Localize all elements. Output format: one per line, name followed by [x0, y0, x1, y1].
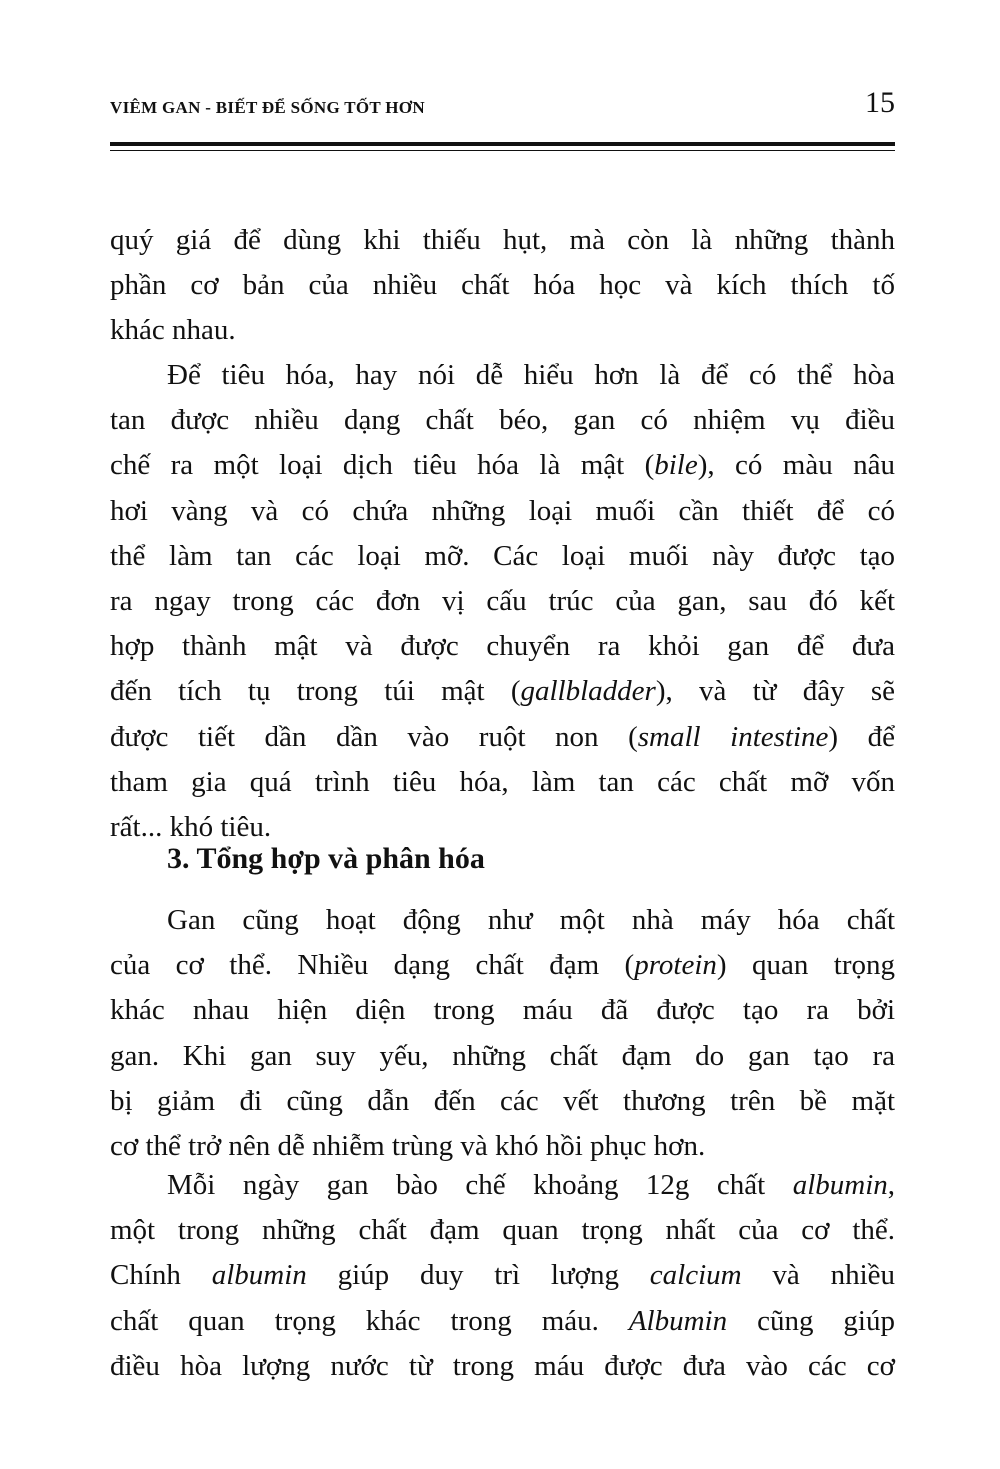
text-run: và nhiều: [741, 1259, 895, 1292]
text-line: phần cơ bản của nhiều chất hóa học và kích thích tố: [110, 269, 895, 302]
text-line: tan được nhiều dạng chất béo, gan có nhiệm vụ điều: [110, 404, 895, 437]
text-run: chất quan trọng khác trong máu.: [110, 1304, 629, 1337]
header-rule-thick: [110, 142, 895, 146]
italic-term: calcium: [649, 1259, 742, 1292]
text-line: quý giá để dùng khi thiếu hụt, mà còn là những thành: [110, 224, 895, 256]
paragraph-2: [110, 353, 895, 850]
text-line: tham gia quá trình tiêu hóa, làm tan các chất mỡ vốn: [110, 765, 895, 798]
text-line: [110, 669, 895, 714]
italic-term: small intestine: [637, 720, 829, 753]
text-line: bị giảm đi cũng dẫn đến các vết thương trên bề mặt: [110, 1084, 895, 1117]
italic-term: bile: [654, 449, 698, 482]
italic-term: Albumin: [628, 1304, 728, 1337]
text-run: ) quan trọng: [716, 949, 895, 982]
text-run: ), và từ đây sẽ: [655, 675, 895, 708]
text-run: ), có màu nâu: [697, 449, 895, 482]
text-run: được tiết dần dần vào ruột non (: [110, 720, 638, 753]
running-header: [110, 86, 895, 132]
section-heading: 3. Tổng hợp và phân hóa: [167, 842, 485, 875]
running-title: VIÊM GAN - BIẾT ĐỂ SỐNG TỐT HƠN: [110, 98, 425, 117]
text-line: cơ thể trở nên dễ nhiễm trùng và khó hồi phục hơn.: [110, 1129, 706, 1162]
page-number: 15: [865, 86, 895, 119]
text-line: thể làm tan các loại mỡ. Các loại muối này được tạo: [110, 539, 895, 572]
text-line: [110, 1253, 895, 1298]
text-line: ra ngay trong các đơn vị cấu trúc của gan, sau đó kết: [110, 584, 895, 617]
text-line: [110, 943, 895, 988]
text-run: cũng giúp: [727, 1304, 895, 1337]
text-line: một trong những chất đạm quan trọng nhất của cơ thể.: [110, 1214, 895, 1247]
text-run: Mỗi ngày gan bào chế khoảng 12g chất: [167, 1169, 793, 1201]
italic-term: gallbladder: [520, 675, 656, 708]
text-line: khác nhau.: [110, 314, 236, 347]
header-rule-thin: [110, 150, 895, 151]
italic-term: protein: [634, 949, 717, 982]
text-run: đến tích tụ trong túi mật (: [110, 675, 521, 708]
text-run: ,: [887, 1169, 895, 1201]
text-run: giúp duy trì lượng: [306, 1259, 650, 1292]
text-run: của cơ thể. Nhiều dạng chất đạm (: [110, 949, 635, 982]
text-line: rất... khó tiêu.: [110, 810, 272, 843]
text-run: Chính: [110, 1259, 212, 1292]
text-line: khác nhau hiện diện trong máu đã được tạo ra bởi: [110, 994, 895, 1027]
text-line: gan. Khi gan suy yếu, những chất đạm do gan tạo ra: [110, 1039, 895, 1072]
text-line: [110, 715, 895, 760]
italic-term: albumin: [211, 1259, 307, 1292]
text-line: [110, 443, 895, 488]
text-line: [110, 1163, 895, 1208]
text-line: hợp thành mật và được chuyển ra khỏi gan để đưa: [110, 630, 895, 663]
text-line: [110, 1299, 895, 1344]
text-line: điều hòa lượng nước từ trong máu được đưa vào các cơ: [110, 1349, 895, 1382]
paragraph-3: [110, 898, 895, 1169]
text-run: ) để: [828, 720, 895, 753]
text-line: Gan cũng hoạt động như một nhà máy hóa chất: [167, 904, 895, 936]
text-line: Để tiêu hóa, hay nói dễ hiểu hơn là để có thể hòa: [167, 359, 895, 391]
italic-term: albumin: [792, 1169, 888, 1201]
paragraph-4: [110, 1163, 895, 1389]
text-run: chế ra một loại dịch tiêu hóa là mật (: [110, 449, 655, 482]
paragraph-1: [110, 218, 895, 354]
text-line: hơi vàng và có chứa những loại muối cần thiết để có: [110, 494, 895, 527]
